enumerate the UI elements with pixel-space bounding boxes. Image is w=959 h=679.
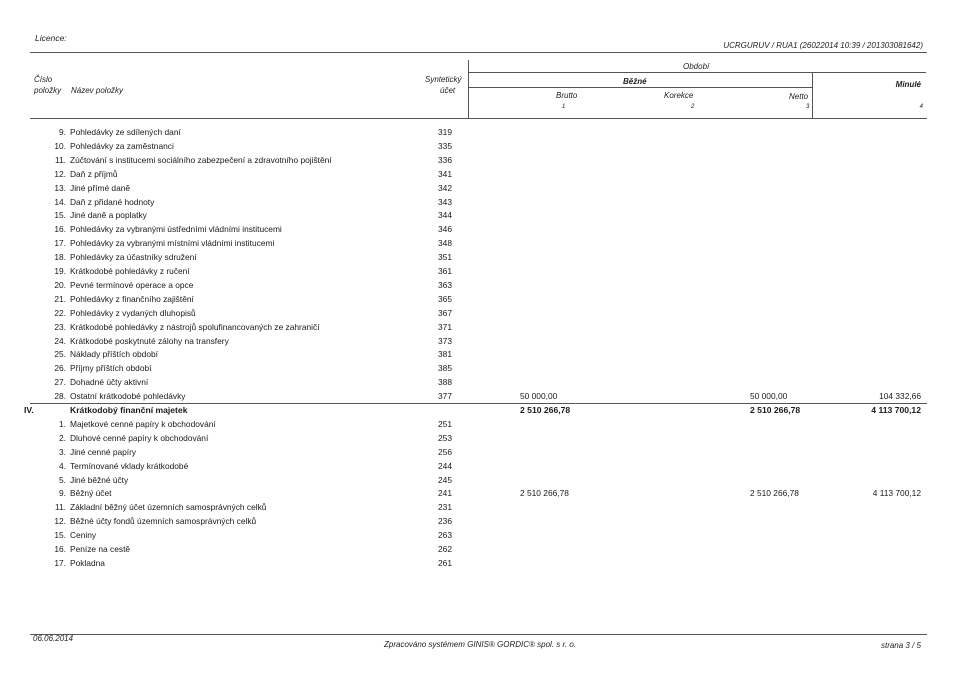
row-name: Příjmy příštích období (70, 363, 152, 374)
table-row (0, 264, 959, 278)
table-row (0, 320, 959, 334)
row-number: 24. (54, 335, 66, 346)
row-account: 236 (438, 516, 452, 527)
row-name: Zúčtování s institucemi sociálního zabezpečení a zdravotního pojištění (70, 154, 332, 165)
row-name: Dohadné účty aktivní (70, 377, 149, 388)
row-account: 361 (438, 266, 452, 276)
row-number: 9. (59, 488, 66, 499)
table-row (0, 125, 959, 139)
row-account: 363 (438, 279, 452, 290)
row-account: 373 (438, 335, 452, 346)
row-number: 17. (54, 238, 66, 249)
table-row (0, 334, 959, 348)
footer-page: strana 3 / 5 (880, 641, 921, 650)
table-row (0, 375, 959, 389)
row-number: 13. (54, 182, 66, 193)
row-name: Jiné daně a poplatky (70, 210, 147, 221)
col-synteticky: Syntetický (425, 75, 462, 84)
col-idx2: 2 (691, 104, 695, 110)
col-obdobi: Období (683, 62, 710, 71)
row-name: Dluhové cenné papíry k obchodování (70, 432, 209, 443)
row-name: Majetkové cenné papíry k obchodování (70, 418, 216, 429)
row-name: Krátkodobé pohledávky z ručení (70, 266, 190, 276)
row-account: 263 (438, 530, 452, 541)
header-rule (30, 52, 927, 53)
col-nazev: Název položky (71, 86, 124, 95)
col-idx4: 4 (919, 104, 923, 110)
table-row (0, 208, 959, 222)
footer-date: 06.06.2014 (33, 634, 74, 643)
row-name: Krátkodobé poskytnuté zálohy na transfery (70, 335, 229, 346)
row-minule: 104 332,66 (879, 391, 921, 402)
table-row (0, 389, 959, 403)
footer-rule (30, 634, 927, 635)
row-number: 15. (54, 210, 66, 221)
col-korekce: Korekce (664, 91, 694, 100)
table-row (0, 486, 959, 500)
report-id: UCRGURUV / RUA1 (26022014 10:39 / 201303081642) (723, 41, 923, 50)
row-account: 346 (438, 224, 452, 235)
row-number: 28. (54, 391, 66, 402)
row-account: 388 (438, 377, 452, 388)
row-account: 381 (438, 349, 452, 360)
row-name: Jiné přímé daně (70, 182, 131, 193)
row-number: 17. (54, 557, 66, 568)
row-netto: 50 000,00 (750, 391, 788, 402)
row-number: 9. (59, 127, 66, 137)
minule-divider (812, 72, 813, 118)
row-account: 253 (438, 432, 452, 443)
col-bezne: Běžné (623, 77, 647, 86)
row-number: 20. (54, 279, 66, 290)
row-number: 11. (54, 502, 66, 513)
row-account: 231 (438, 502, 452, 513)
row-number: 14. (54, 196, 66, 207)
row-number: 16. (54, 544, 66, 554)
row-name: Ostatní krátkodobé pohledávky (70, 391, 186, 402)
table-row (0, 403, 959, 417)
licence-label: Licence: (35, 33, 67, 43)
table-row (0, 347, 959, 361)
row-name: Jiné cenné papíry (70, 446, 137, 457)
row-number: 11. (54, 154, 66, 165)
row-number: 25. (54, 349, 66, 360)
row-name: Ceniny (70, 530, 97, 541)
row-number: 2. (59, 432, 66, 443)
row-number: 3. (59, 446, 66, 457)
row-account: 241 (438, 488, 452, 499)
row-account: 245 (438, 474, 452, 485)
col-ucet: účet (440, 86, 456, 95)
row-account: 343 (438, 196, 452, 207)
row-name: Běžný účet (70, 488, 112, 499)
row-name: Pohledávky za vybranými ústředními vládními institucemi (70, 224, 282, 235)
row-name: Krátkodobé pohledávky z nástrojů spolufinancovaných ze zahraničí (70, 321, 320, 332)
table-row (0, 278, 959, 292)
row-number: 1. (59, 418, 66, 429)
row-account: 262 (438, 544, 452, 554)
row-account: 365 (438, 293, 452, 304)
row-account: 371 (438, 321, 452, 332)
table-row (0, 181, 959, 195)
bezne-rule (468, 87, 812, 88)
col-idx3: 3 (806, 104, 810, 110)
row-name: Krátkodobý finanční majetek (70, 405, 188, 415)
table-row (0, 236, 959, 250)
row-name: Pohledávky za vybranými místními vládními institucemi (70, 238, 275, 249)
table-row (0, 153, 959, 167)
row-brutto: 50 000,00 (520, 391, 558, 402)
row-number: 4. (59, 460, 66, 471)
row-account: 385 (438, 363, 452, 374)
row-number: 21. (54, 293, 66, 304)
row-name: Běžné účty fondů územních samosprávných celků (70, 516, 257, 527)
row-account: 336 (438, 154, 452, 165)
row-account: 367 (438, 307, 452, 318)
row-number: 5. (59, 474, 66, 485)
row-account: 342 (438, 182, 452, 193)
row-number: 18. (54, 252, 66, 263)
row-number: 16. (54, 224, 66, 235)
table-row (0, 431, 959, 445)
table-row (0, 361, 959, 375)
row-number: 12. (54, 516, 66, 527)
table-row (0, 417, 959, 431)
row-account: 256 (438, 446, 452, 457)
table-row (0, 250, 959, 264)
row-name: Pohledávky ze sdílených daní (70, 127, 181, 137)
table-row (0, 473, 959, 487)
row-name: Jiné běžné účty (70, 474, 129, 485)
row-netto: 2 510 266,78 (750, 405, 801, 415)
row-name: Peníze na cestě (70, 544, 131, 554)
row-name: Pevné termínové operace a opce (70, 279, 194, 290)
row-account: 244 (438, 460, 452, 471)
row-number: 23. (54, 321, 66, 332)
row-account: 319 (438, 127, 452, 137)
table-row (0, 514, 959, 528)
table-row (0, 528, 959, 542)
row-number: 22. (54, 307, 66, 318)
row-brutto: 2 510 266,78 (520, 405, 571, 415)
table-row (0, 306, 959, 320)
row-account: 344 (438, 210, 452, 221)
row-number: 10. (54, 140, 66, 151)
table-row (0, 500, 959, 514)
row-name: Pokladna (70, 557, 105, 568)
row-name: Pohledávky za zaměstnanci (70, 140, 174, 151)
table-row (0, 459, 959, 473)
section-rule (30, 403, 927, 404)
row-account: 377 (438, 391, 452, 402)
row-name: Pohledávky z finančního zajištění (70, 293, 194, 304)
col-polozky: položky (34, 86, 62, 95)
row-number: 15. (54, 530, 66, 541)
row-account: 341 (438, 168, 452, 179)
row-name: Termínované vklady krátkodobé (70, 460, 189, 471)
table-row (0, 445, 959, 459)
table-row (0, 222, 959, 236)
header-bottom-rule (30, 118, 927, 119)
table-row (0, 167, 959, 181)
col-minule: Minulé (895, 80, 921, 89)
row-name: Náklady příštích období (70, 349, 158, 360)
col-brutto: Brutto (556, 91, 578, 100)
table-row (0, 542, 959, 556)
table-row (0, 556, 959, 570)
row-account: 348 (438, 238, 452, 249)
table-row (0, 292, 959, 306)
row-account: 351 (438, 252, 452, 263)
row-minule: 4 113 700,12 (872, 488, 921, 499)
row-account: 251 (438, 418, 452, 429)
obdobi-rule (468, 72, 926, 73)
col-netto: Netto (789, 92, 809, 101)
header-divider (468, 60, 469, 118)
row-name: Pohledávky z vydaných dluhopisů (70, 307, 196, 318)
row-account: 335 (438, 140, 452, 151)
row-name: Pohledávky za účastníky sdružení (70, 252, 197, 263)
footer-processed-by: Zpracováno systémem GINIS® GORDIC® spol. s r. o. (384, 640, 576, 649)
row-number: 27. (54, 377, 66, 388)
table-row (0, 195, 959, 209)
row-number: 12. (54, 168, 66, 179)
row-name: Daň z příjmů (70, 168, 118, 179)
row-brutto: 2 510 266,78 (520, 488, 569, 499)
row-number: 26. (54, 363, 66, 374)
row-name: Daň z přidané hodnoty (70, 196, 155, 207)
row-minule: 4 113 700,12 (871, 405, 921, 415)
col-cislo: Číslo (34, 75, 53, 84)
col-idx1: 1 (562, 104, 566, 110)
row-number: IV. (24, 405, 34, 415)
table-row (0, 139, 959, 153)
row-netto: 2 510 266,78 (750, 488, 799, 499)
row-number: 19. (54, 266, 66, 276)
row-account: 261 (438, 557, 452, 568)
row-name: Základní běžný účet územních samosprávných celků (70, 502, 267, 513)
